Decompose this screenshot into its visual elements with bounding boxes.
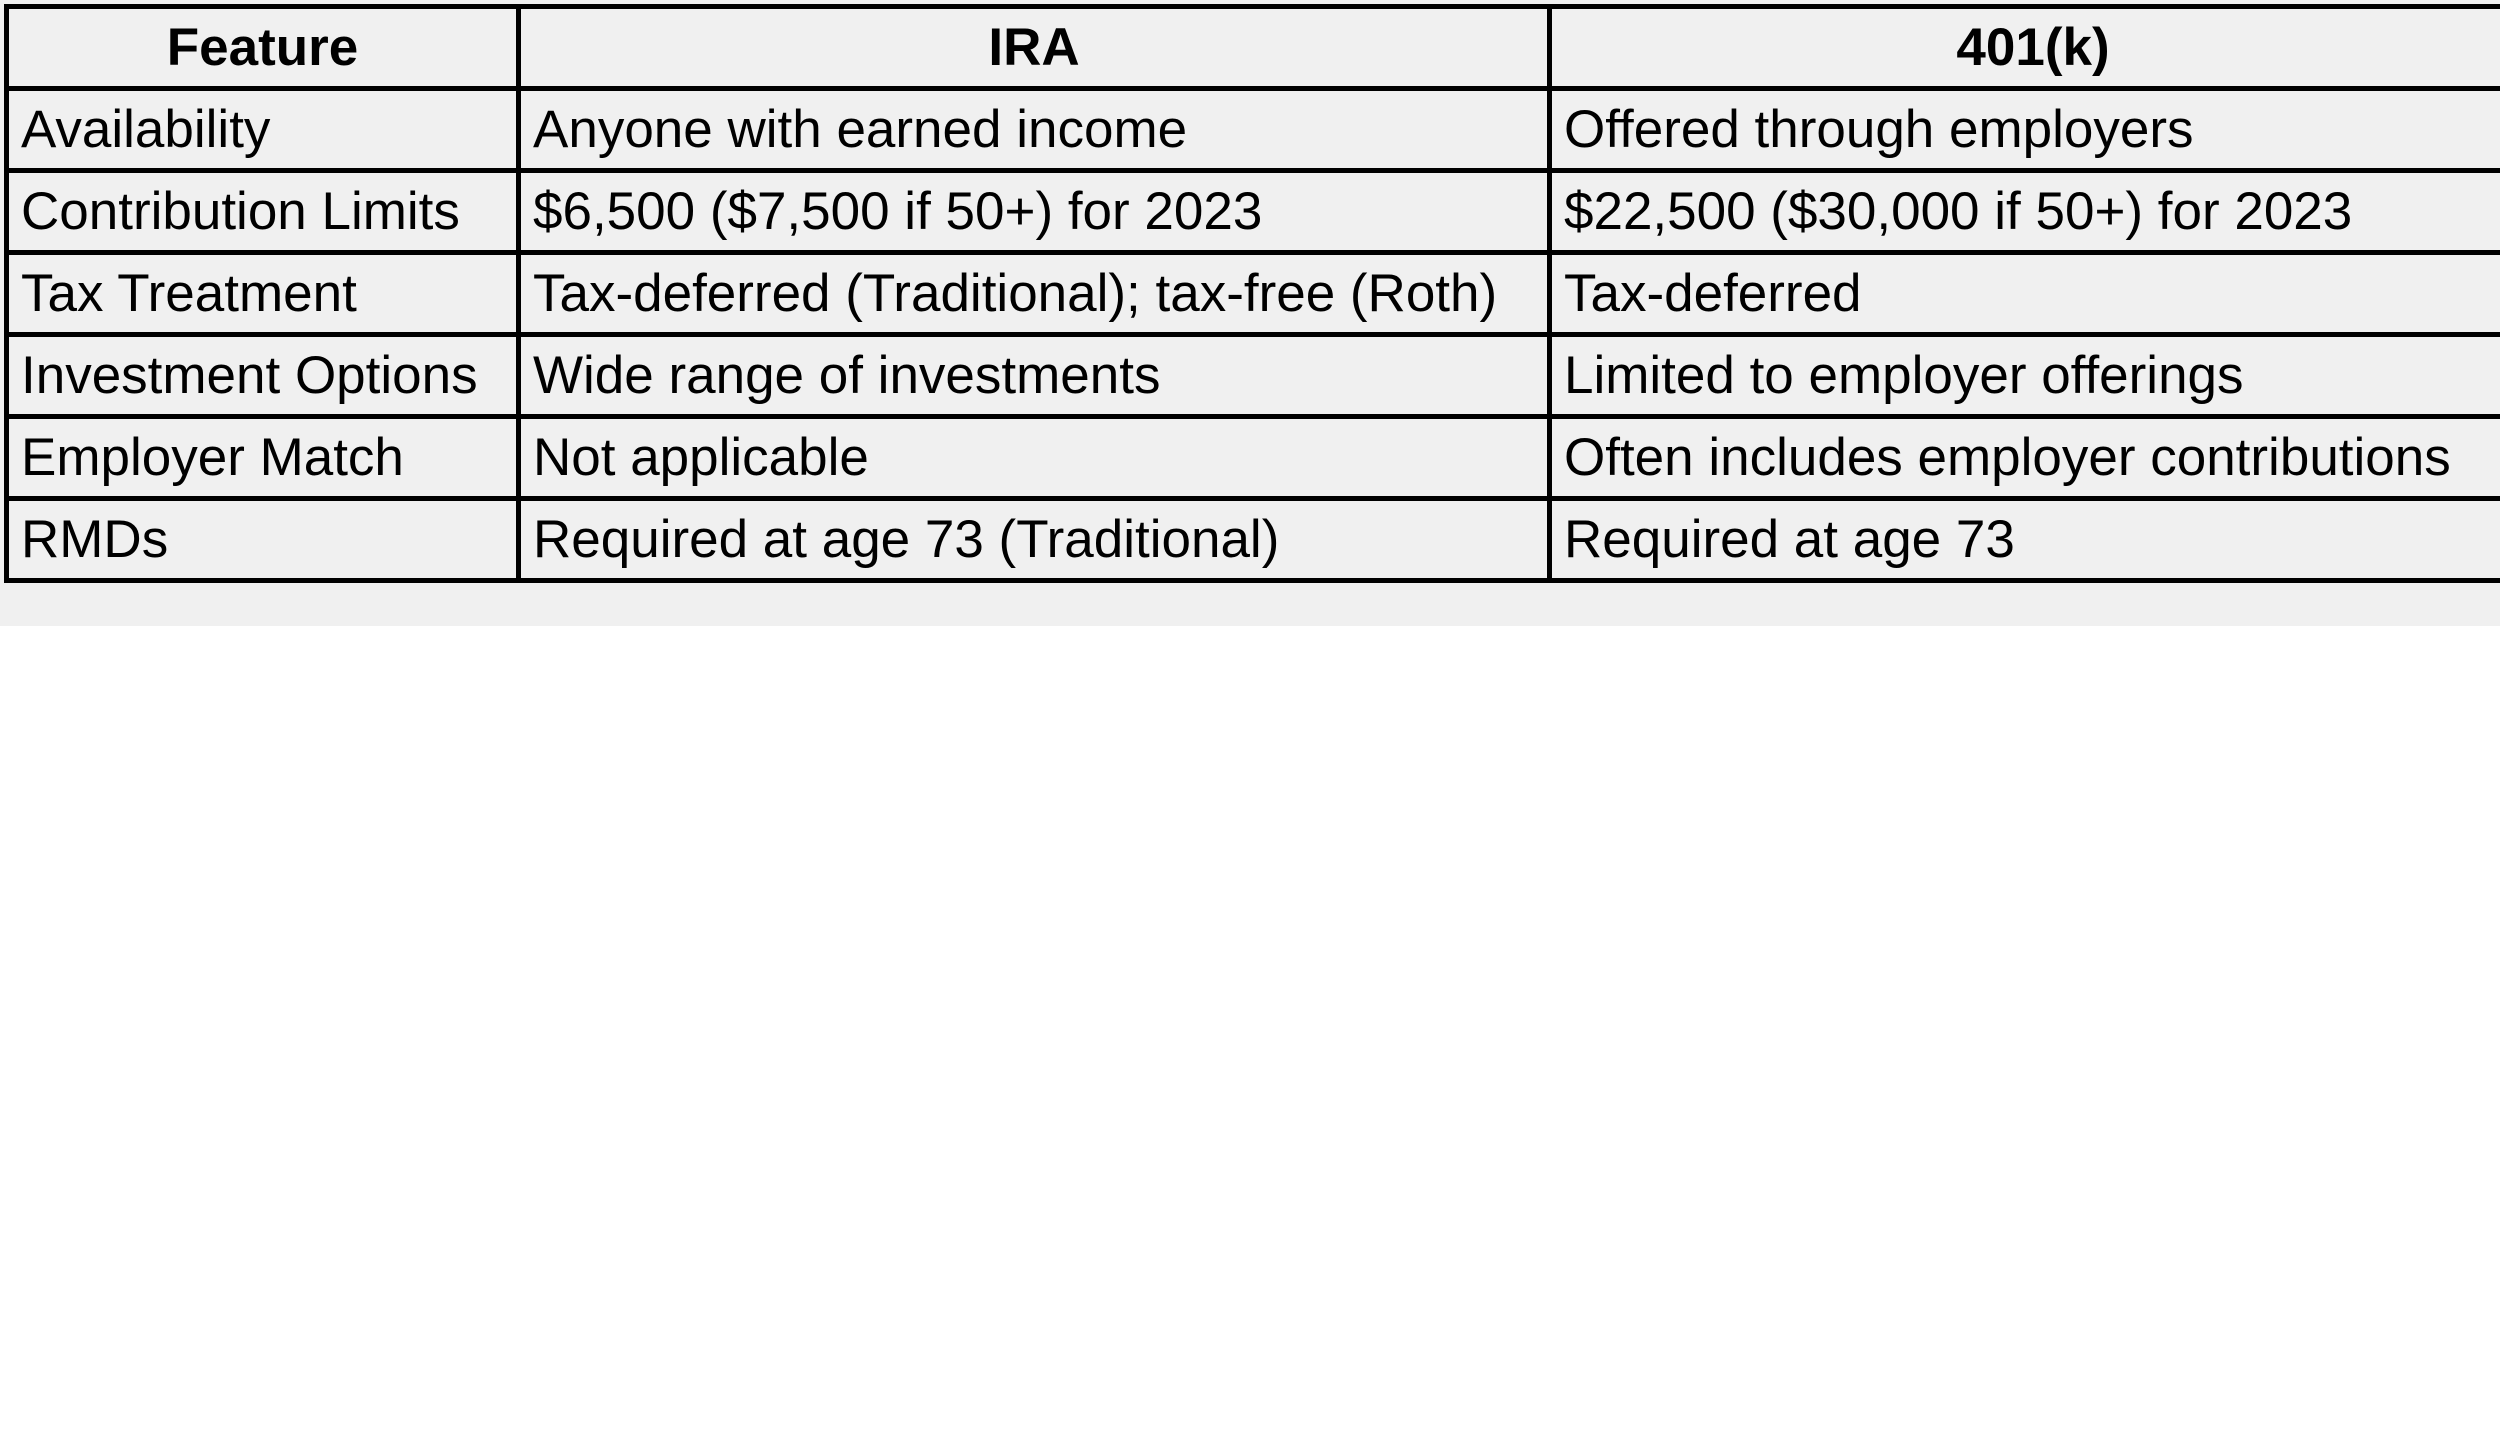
table-row [7, 417, 2500, 499]
401k-cell: Offered through employers [1550, 89, 2500, 171]
table-header-row [7, 7, 2500, 89]
401k-cell: $22,500 ($30,000 if 50+) for 2023 [1550, 171, 2500, 253]
table-row [7, 335, 2500, 417]
401k-cell: Limited to employer offerings [1550, 335, 2500, 417]
ira-cell: Anyone with earned income [519, 89, 1550, 171]
comparison-table [4, 4, 2500, 583]
ira-cell: $6,500 ($7,500 if 50+) for 2023 [519, 171, 1550, 253]
header-401k: 401(k) [1550, 7, 2500, 89]
feature-cell: Tax Treatment [7, 253, 519, 335]
401k-cell: Required at age 73 [1550, 499, 2500, 581]
feature-cell: Availability [7, 89, 519, 171]
feature-cell: Contribution Limits [7, 171, 519, 253]
ira-cell: Not applicable [519, 417, 1550, 499]
feature-cell: Employer Match [7, 417, 519, 499]
header-feature: Feature [7, 7, 519, 89]
table-row [7, 171, 2500, 253]
table-row [7, 89, 2500, 171]
ira-cell: Wide range of investments [519, 335, 1550, 417]
feature-cell: RMDs [7, 499, 519, 581]
ira-cell: Required at age 73 (Traditional) [519, 499, 1550, 581]
header-ira: IRA [519, 7, 1550, 89]
401k-cell: Tax-deferred [1550, 253, 2500, 335]
401k-cell: Often includes employer contributions [1550, 417, 2500, 499]
table-row [7, 499, 2500, 581]
feature-cell: Investment Options [7, 335, 519, 417]
ira-cell: Tax-deferred (Traditional); tax-free (Roth) [519, 253, 1550, 335]
table-row [7, 253, 2500, 335]
